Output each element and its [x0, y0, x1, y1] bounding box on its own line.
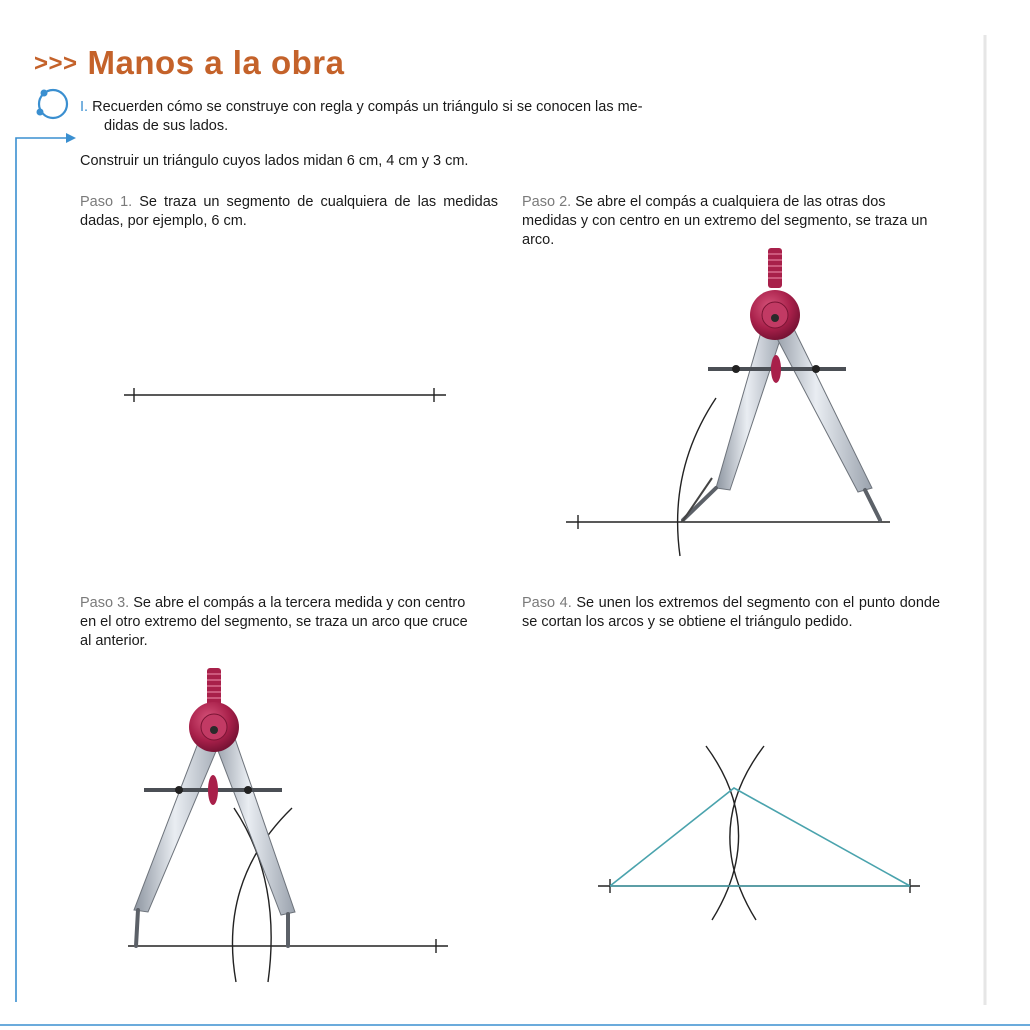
exercise-line-2: didas de sus lados.: [104, 118, 229, 134]
step-1-text: Se traza un segmento de cualquiera de las medidas dadas, por ejemplo, 6 cm.: [80, 194, 499, 229]
loop-marker-icon: [37, 90, 68, 119]
step-4-arc-left: [706, 746, 739, 920]
step-3-label: Paso 3.: [80, 595, 130, 611]
exercise-number: I.: [80, 99, 89, 115]
step-1-label: Paso 1.: [80, 194, 133, 210]
step-2-arc: [678, 398, 716, 556]
step-4-arc-right: [730, 746, 764, 920]
compass-icon: [682, 248, 880, 522]
chevrons-icon: >>>: [34, 50, 78, 77]
page-title-text: Manos a la obra: [87, 44, 345, 81]
compass-icon: [134, 668, 295, 946]
step-3-text: Se abre el compás a la tercera medida y con centro en el otro extremo del segmento, se traza un arco que cruce al anterior.: [80, 595, 468, 649]
triangle-sides: [610, 788, 910, 886]
step-2-text: Se abre el compás a cualquiera de las otras dos medidas y con centro en un extremo del segmento, se traza un arco.: [522, 194, 928, 248]
instruction-text: Construir un triángulo cuyos lados midan 6 cm, 4 cm y 3 cm.: [80, 153, 469, 169]
step-2-segment: [566, 515, 890, 529]
step-4-label: Paso 4.: [522, 595, 572, 611]
step-4-text: Se unen los extremos del segmento con el punto donde se cortan los arcos y se obtiene el triángulo pedido.: [522, 595, 941, 630]
bracket-arrow-icon: [16, 133, 76, 1002]
step-1-segment: [124, 388, 446, 402]
step-2-label: Paso 2.: [522, 194, 572, 210]
exercise-line-1: Recuerden cómo se construye con regla y compás un triángulo si se conocen las me-: [92, 99, 643, 115]
